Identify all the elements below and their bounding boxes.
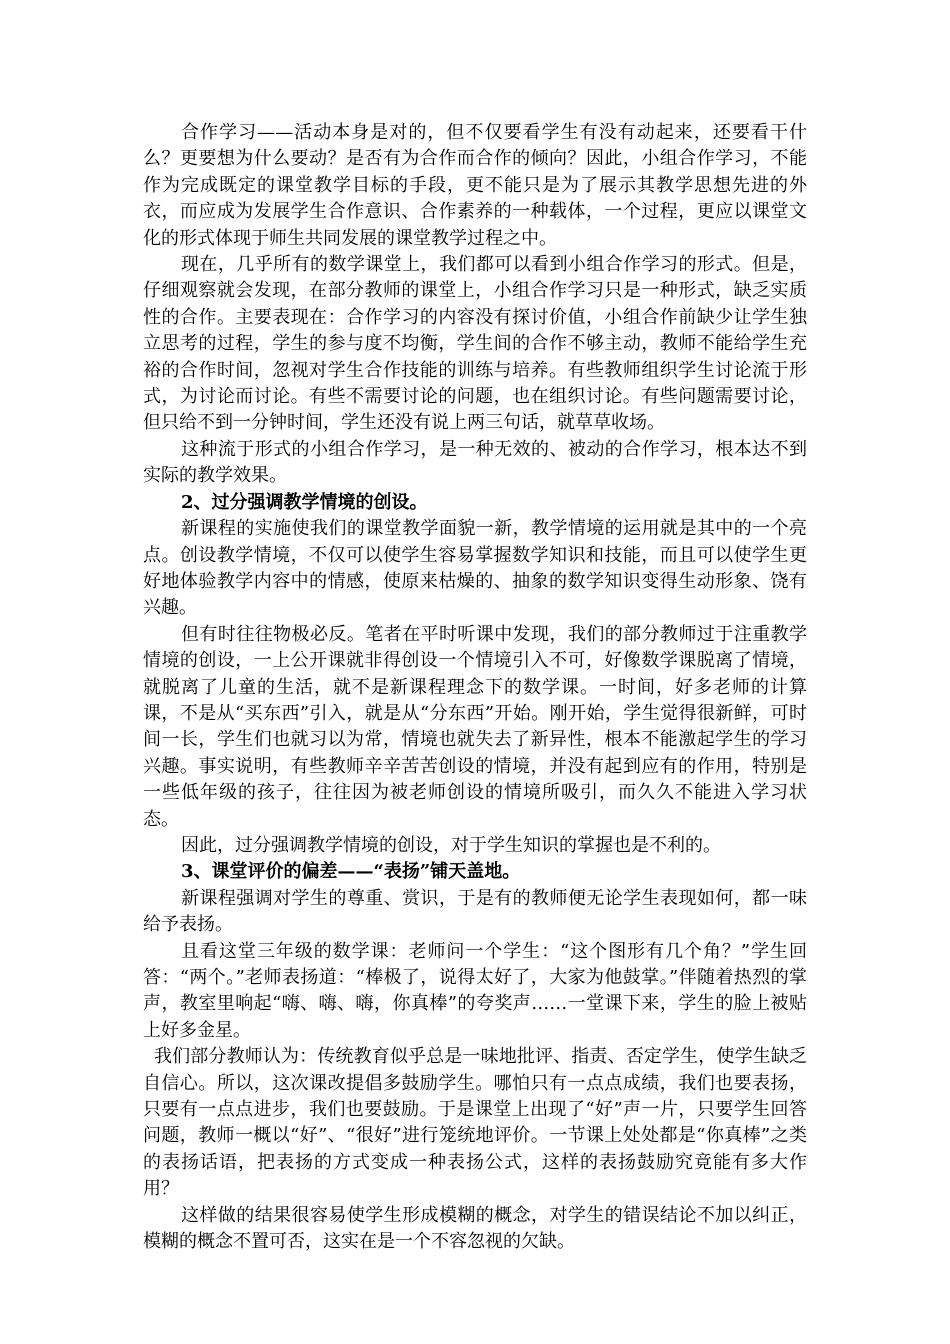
paragraph-teaching-situation-benefit: 新课程的实施使我们的课堂教学面貌一新，教学情境的运用就是其中的一个亮点。创设教学情境，不仅可以使学生容易掌握数学知识和技能，而且可以使学生更好地体验教学内容中的情感，使原来枯燥的、抽象的数学知识变得生动形象、饶有兴趣。 [143, 518, 807, 619]
paragraph-cooperative-learning-purpose: 合作学习——活动本身是对的，但不仅要看学生有没有动起来，还要看干什么？更要想为什么要动？是否有为合作而合作的倾向？因此，小组合作学习，不能作为完成既定的课堂教学目标的手段，更不能只是为了展示其教学思想先进的外衣，而应成为发展学生合作意识、合作素养的一种载体，一个过程，更应以课堂文化的形式体现于师生共同发展的课堂教学过程之中。 [143, 122, 807, 249]
paragraph-praise-result: 这样做的结果很容易使学生形成模糊的概念，对学生的错误结论不加以纠正，模糊的概念不置可否，这实在是一个不容忽视的欠缺。 [143, 1204, 807, 1253]
section-heading-3: 3、课堂评价的偏差——“表扬”铺天盖地。 [181, 861, 521, 883]
paragraph-praise-intro: 新课程强调对学生的尊重、赏识，于是有的教师便无论学生表现如何，都一味给予表扬。 [143, 887, 807, 936]
paragraph-praise-example: 且看这堂三年级的数学课：老师问一个学生：“这个图形有几个角？”学生回答：“两个。”老师表扬道：“棒极了，说得太好了，大家为他鼓掌。”伴随着热烈的掌声，教室里响起“嗨、嗨、嗨，你真棒”的夸奖声……一堂课下来，学生的脸上被贴上好多金星。 [143, 940, 807, 1041]
paragraph-formal-cooperation-conclusion: 这种流于形式的小组合作学习，是一种无效的、被动的合作学习，根本达不到实际的教学效果。 [143, 438, 807, 487]
paragraph-praise-teachers-view: 我们部分教师认为：传统教育似乎总是一味地批评、指责、否定学生，使学生缺乏自信心。所以，这次课改提倡多鼓励学生。哪怕只有一点点成绩，我们也要表扬，只要有一点点进步，我们也要鼓励。于是课堂上出现了“好”声一片，只要学生回答问题，教师一概以“好”、“很好”进行笼统地评价。一节课上处处都是“你真棒”之类的表扬话语，把表扬的方式变成一种表扬公式，这样的表扬鼓励究竟能有多大作用？ [143, 1046, 807, 1200]
paragraph-teaching-situation-conclusion: 因此，过分强调教学情境的创设，对于学生知识的掌握也是不利的。 [181, 834, 721, 856]
paragraph-cooperative-learning-form: 现在，几乎所有的数学课堂上，我们都可以看到小组合作学习的形式。但是，仔细观察就会发现，在部分教师的课堂上，小组合作学习只是一种形式，缺乏实质性的合作。主要表现在：合作学习的内容没有探讨价值，小组合作前缺少让学生独立思考的过程，学生的参与度不均衡，学生间的合作不够主动，教师不能给学生充裕的合作时间，忽视对学生合作技能的训练与培养。有些教师组织学生讨论流于形式，为讨论而讨论。有些不需要讨论的问题，也在组织讨论。有些问题需要讨论，但只给不到一分钟时间，学生还没有说上两三句话，就草草收场。 [143, 254, 807, 434]
document-page [143, 120, 807, 1255]
paragraph-teaching-situation-overuse: 但有时往往物极必反。笔者在平时听课中发现，我们的部分教师过于注重教学情境的创设，一上公开课就非得创设一个情境引入不可，好像数学课脱离了情境，就脱离了儿童的生活，就不是新课程理念下的数学课。一时间，好多老师的计算课，不是从“买东西”引入，就是从“分东西”开始。刚开始，学生觉得很新鲜，可时间一长，学生们也就习以为常，情境也就失去了新异性，根本不能激起学生的学习兴趣。事实说明，有些教师辛辛苦苦创设的情境，并没有起到应有的作用，特别是一些低年级的孩子，往往因为被老师创设的情境所吸引，而久久不能进入学习状态。 [143, 623, 807, 830]
section-heading-2: 2、过分强调教学情境的创设。 [181, 491, 428, 513]
